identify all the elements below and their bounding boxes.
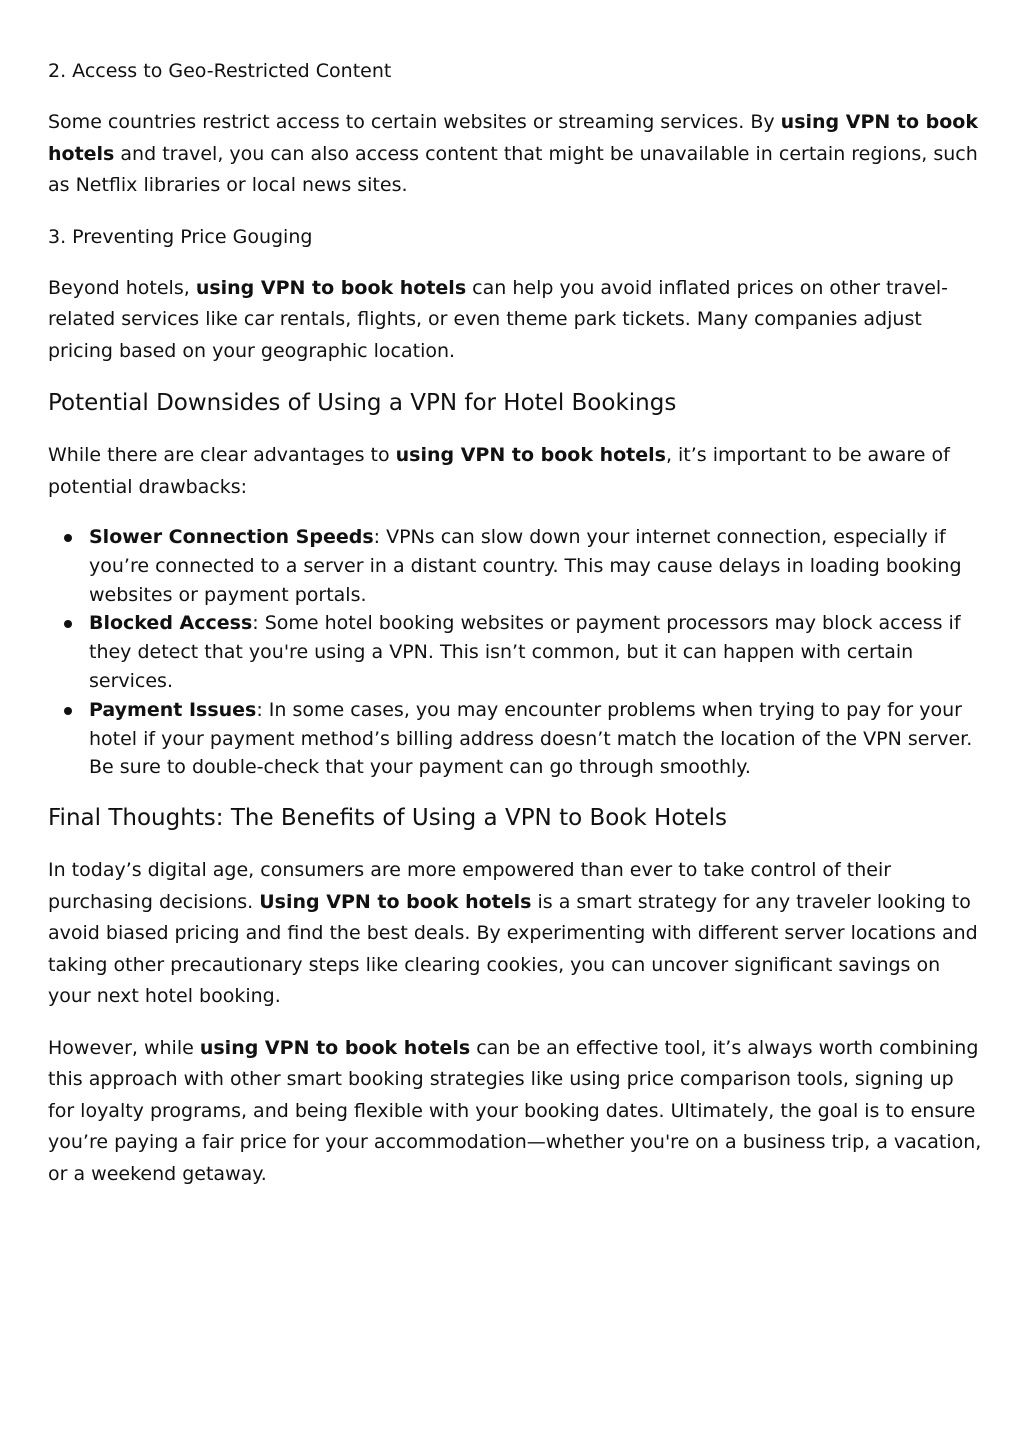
- list-item-description: : Some hotel booking websites or payment processors may block access if they detect that you're using a VPN. This isn’t common, but it can happen with certain services.: [89, 612, 961, 692]
- list-item-description: : VPNs can slow down your internet connection, especially if you’re connected to a server in a distant country. This may cause delays in loading booking websites or payment portals.: [89, 526, 962, 606]
- bullet-icon: [64, 707, 72, 715]
- bullet-icon: [64, 534, 72, 542]
- paragraph-text: While there are clear advantages to: [48, 444, 396, 466]
- list-item-text: [89, 699, 972, 779]
- paragraph-downsides-intro: [48, 440, 984, 503]
- keyword-bold: using VPN to book hotels: [199, 1036, 471, 1059]
- list-item-term: Slower Connection Speeds: [89, 526, 374, 548]
- paragraph-geo-restricted: [48, 107, 984, 202]
- paragraph-text: and travel, you can also access content that might be unavailable in certain regions, such as Netflix libraries or local news sites.: [48, 142, 978, 196]
- downsides-list: [48, 523, 984, 782]
- list-item-description: : In some cases, you may encounter problems when trying to pay for your hotel if your payment method’s billing address doesn’t match the location of the VPN server. Be sure to double-check that your payment can go through smoothly.: [89, 698, 973, 779]
- list-item-text: [89, 612, 961, 692]
- document-page: [48, 56, 984, 1210]
- keyword-bold: using VPN to book hotels: [395, 444, 666, 466]
- heading-downsides: Potential Downsides of Using a VPN for Hotel Bookings: [48, 390, 677, 416]
- heading-final-thoughts: Final Thoughts: The Benefits of Using a VPN to Book Hotels: [48, 805, 727, 832]
- paragraph-price-gouging: [48, 273, 984, 368]
- paragraph-text: Beyond hotels,: [48, 276, 196, 299]
- list-item: [48, 523, 984, 609]
- subheading-geo-restricted: 2. Access to Geo-Restricted Content: [48, 60, 392, 82]
- paragraph-final-2: [48, 1033, 984, 1191]
- paragraph-final-1: [48, 855, 984, 1013]
- subheading-price-gouging: 3. Preventing Price Gouging: [48, 225, 313, 248]
- paragraph-text: , it’s important to be aware of potential drawbacks:: [48, 444, 950, 498]
- list-item-term: Blocked Access: [89, 612, 253, 635]
- paragraph-text: However, while: [48, 1036, 200, 1059]
- keyword-bold: using VPN to book hotels: [195, 276, 467, 299]
- keyword-bold: Using VPN to book hotels: [259, 890, 532, 913]
- paragraph-text: can be an effective tool, it’s always worth combining this approach with other smart booking strategies like using price comparison tools, signing up for loyalty programs, and being flexible with your booking dates. Ultimately, the goal is to ensure you’re paying a fair price for your accommodation—whether you're on a business trip, a vacation, or a weekend getaway.: [48, 1036, 982, 1185]
- paragraph-text: is a smart strategy for any traveler looking to avoid biased pricing and find the best deals. By experimenting with different server locations and taking other precautionary steps like clearing cookies, you can uncover significant savings on your next hotel booking.: [48, 890, 978, 1008]
- list-item: [48, 609, 984, 695]
- list-item-term: Payment Issues: [89, 698, 257, 721]
- list-item: [48, 696, 984, 782]
- keyword-bold: using VPN to book hotels: [48, 111, 979, 165]
- bullet-icon: [64, 620, 72, 628]
- paragraph-text: In today’s digital age, consumers are more empowered than ever to take control of their purchasing decisions.: [48, 859, 892, 913]
- paragraph-text: Some countries restrict access to certain websites or streaming services. By: [48, 111, 781, 133]
- list-item-text: [89, 526, 962, 606]
- paragraph-text: can help you avoid inflated prices on other travel-related services like car rentals, flights, or even theme park tickets. Many companies adjust pricing based on your geographic location.: [48, 276, 949, 362]
